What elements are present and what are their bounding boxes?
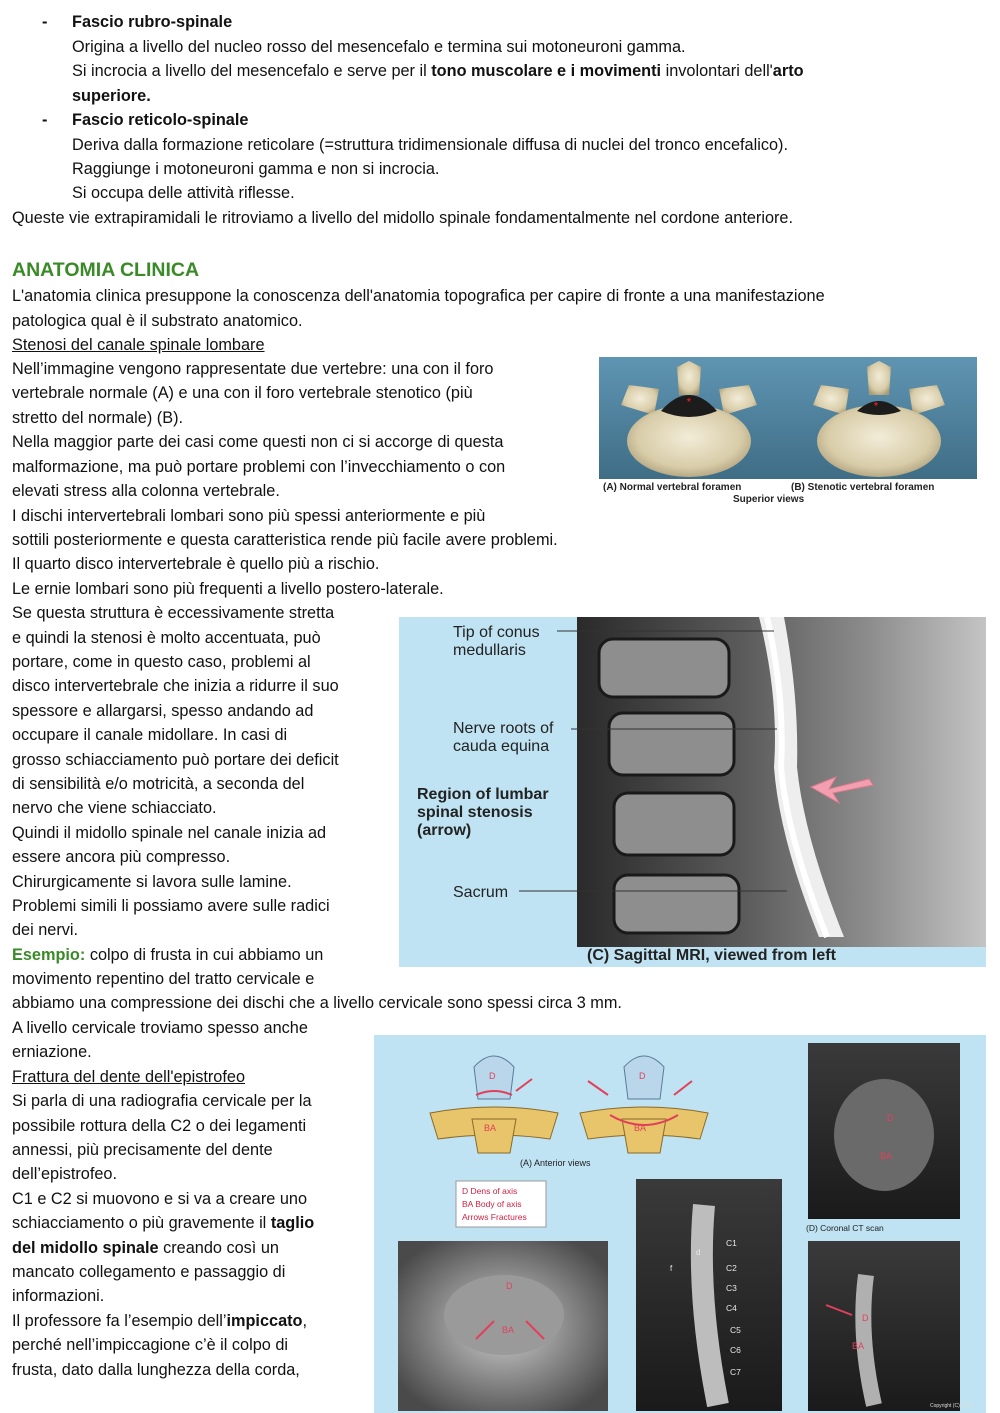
frattura-line-10: Il professore fa l’esempio dell’impiccato, [12, 1312, 308, 1330]
stenosi-line: Nella maggior parte dei casi come questi non ci si accorge di questa [12, 433, 504, 451]
frattura-line-3: annessi, più precisamente del dente [12, 1141, 273, 1159]
reticolo-line-2: Raggiunge i motoneuroni gamma e non si incrocia. [72, 160, 440, 178]
reticolo-title: Fascio reticolo-spinale [72, 111, 249, 129]
stenosi-line: Chirurgicamente si lavora sulle lamine. [12, 873, 292, 891]
label-stenotic-foramen: (B) Stenotic vertebral foramen [791, 482, 935, 493]
stenosi-line: grosso schiacciamento può portare dei deficit [12, 751, 339, 769]
extrapiramidali-line: Queste vie extrapiramidali le ritroviamo a livello del midollo spinale fondamentalmente nel cordone anteriore. [12, 209, 793, 227]
label-level-c2: C2 [726, 1263, 737, 1273]
stenosi-line: dei nervi. [12, 921, 79, 939]
label-ba-right: BA [634, 1123, 647, 1133]
frattura-line-5: C1 e C2 si muovono e si va a creare uno [12, 1190, 308, 1208]
label-sacrum: Sacrum [453, 884, 509, 901]
frattura-line-2: possibile rottura della C2 o dei legamenti [12, 1117, 307, 1135]
bullet-dash: - [42, 111, 48, 129]
stenosi-line: essere ancora più compresso. [12, 848, 231, 866]
intro-line-1: L'anatomia clinica presuppone la conoscenza dell'anatomia topografica per capire di fronte a una manifestazione [12, 287, 825, 305]
frattura-line-6: schiacciamento o più gravemente il taglio [12, 1214, 315, 1232]
vertebrae-figure [599, 357, 977, 504]
label-d-ct: D [887, 1113, 894, 1123]
stenosi-line: portare, come in questo caso, problemi al [12, 653, 311, 671]
svg-text:*: * [874, 401, 878, 412]
label-nerve-roots: Nerve roots of [453, 720, 554, 737]
bullet-dash: - [42, 13, 48, 31]
frattura-line-8: mancato collegamento e passaggio di [12, 1263, 286, 1281]
label-d-xray: D [506, 1281, 513, 1291]
svg-text:*: * [687, 397, 691, 408]
label-ba-sagittal: BA [852, 1341, 865, 1351]
stenosi-line: e quindi la stenosi è molto accentuata, può [12, 629, 321, 647]
label-anterior-views: (A) Anterior views [520, 1158, 591, 1168]
label-level-c5: C5 [730, 1325, 741, 1335]
legend-body: BA Body of axis [462, 1199, 522, 1209]
intro-line-2: patologica qual è il substrato anatomico. [12, 312, 303, 330]
stenosi-line: elevati stress alla colonna vertebrale. [12, 482, 280, 500]
label-ba-xray: BA [502, 1325, 515, 1335]
label-d-lateral: d [696, 1248, 701, 1257]
label-copyright: Copyright (C) 2007 [930, 1403, 973, 1409]
rubro-line-1: Origina a livello del nucleo rosso del mesencefalo e termina sui motoneuroni gamma. [72, 38, 686, 56]
legend-dens: D Dens of axis [462, 1186, 518, 1196]
reticolo-line-1: Deriva dalla formazione reticolare (=struttura tridimensionale diffusa di nuclei del tronco encefalico). [72, 136, 788, 154]
rubro-line-2: Si incrocia a livello del mesencefalo e serve per il tono muscolare e i movimenti involontari dell'arto [72, 62, 804, 80]
label-level-c1: C1 [726, 1238, 737, 1248]
frattura-line-1: Si parla di una radiografia cervicale per la [12, 1092, 312, 1110]
mri-figure [399, 617, 986, 967]
label-coronal-ct: (D) Coronal CT scan [806, 1223, 884, 1233]
label-tip-conus: Tip of conus [453, 624, 540, 641]
stenosi-line: spessore e allargarsi, spesso andando ad [12, 702, 314, 720]
frattura-title: Frattura del dente dell'epistrofeo [12, 1068, 245, 1086]
label-region-stenosis-3: (arrow) [417, 822, 472, 839]
stenosi-line: Se questa struttura è eccessivamente stretta [12, 604, 335, 622]
label-level-c4: C4 [726, 1303, 737, 1313]
stenosi-line: Problemi simili li possiamo avere sulle radici [12, 897, 330, 915]
stenosi-title: Stenosi del canale spinale lombare [12, 336, 265, 354]
frattura-line-4: dell’epistrofeo. [12, 1165, 117, 1183]
stenosi-line: Nell’immagine vengono rappresentate due vertebre: una con il foro [12, 360, 494, 378]
stenosi-line: I dischi intervertebrali lombari sono più spessi anteriormente e più [12, 507, 486, 525]
rubro-title: Fascio rubro-spinale [72, 13, 233, 31]
label-d-right: D [639, 1071, 646, 1081]
frattura-line-12: frusta, dato dalla lunghezza della corda, [12, 1361, 300, 1379]
label-level-c6: C6 [730, 1345, 741, 1355]
reticolo-line-3: Si occupa delle attività riflesse. [72, 184, 295, 202]
label-f-lateral: f [670, 1264, 673, 1273]
stenosi-line: di sensibilità e/o motricità, a seconda del [12, 775, 305, 793]
frattura-line-9: informazioni. [12, 1287, 105, 1305]
stenosi-line: nervo che viene schiacciato. [12, 799, 217, 817]
label-region-stenosis-2: spinal stenosis [417, 804, 533, 821]
esempio-line-3: abbiamo una compressione dei dischi che a livello cervicale sono spessi circa 3 mm. [12, 994, 622, 1012]
stenosi-line: Le ernie lombari sono più frequenti a livello postero-laterale. [12, 580, 444, 598]
label-ba-left: BA [484, 1123, 497, 1133]
label-level-c3: C3 [726, 1283, 737, 1293]
label-superior-views: Superior views [733, 494, 805, 504]
stenosi-line: malformazione, ma può portare problemi con l’invecchiamento o con [12, 458, 506, 476]
stenosi-line: occupare il canale midollare. In casi di [12, 726, 288, 744]
esempio-line-4: A livello cervicale troviamo spesso anche [12, 1019, 308, 1037]
label-normal-foramen: (A) Normal vertebral foramen [603, 482, 742, 493]
stenosi-line: disco intervertebrale che inizia a ridurre il suo [12, 677, 339, 695]
rubro-line-3: superiore. [72, 87, 151, 105]
section-heading: ANATOMIA CLINICA [12, 259, 200, 281]
label-tip-conus-2: medullaris [453, 642, 526, 659]
label-level-c7: C7 [730, 1367, 741, 1377]
esempio-line: Esempio: colpo di frusta in cui abbiamo un [12, 946, 324, 964]
label-sagittal-mri: (C) Sagittal MRI, viewed from left [587, 947, 836, 964]
dens-fracture-figure [374, 1035, 986, 1413]
label-d-left: D [489, 1071, 496, 1081]
label-nerve-roots-2: cauda equina [453, 738, 550, 755]
stenosi-line: sottili posteriormente e questa caratteristica rende più facile avere problemi. [12, 531, 558, 549]
esempio-line-5: erniazione. [12, 1043, 92, 1061]
frattura-line-11: perché nell’impiccagione c’è il colpo di [12, 1336, 289, 1354]
frattura-line-7: del midollo spinale creando così un [12, 1239, 279, 1257]
esempio-line-2: movimento repentino del tratto cervicale e [12, 970, 315, 988]
stenosi-line: Il quarto disco intervertebrale è quello più a rischio. [12, 555, 380, 573]
stenosi-line: stretto del normale) (B). [12, 409, 184, 427]
label-ba-ct: BA [880, 1151, 893, 1161]
label-region-stenosis: Region of lumbar [417, 786, 549, 803]
stenosi-line: vertebrale normale (A) e una con il foro vertebrale stenotico (più [12, 384, 473, 402]
label-d-sagittal: D [862, 1313, 869, 1323]
stenosi-line: Quindi il midollo spinale nel canale inizia ad [12, 824, 327, 842]
legend-arrows: Arrows Fractures [462, 1212, 527, 1222]
